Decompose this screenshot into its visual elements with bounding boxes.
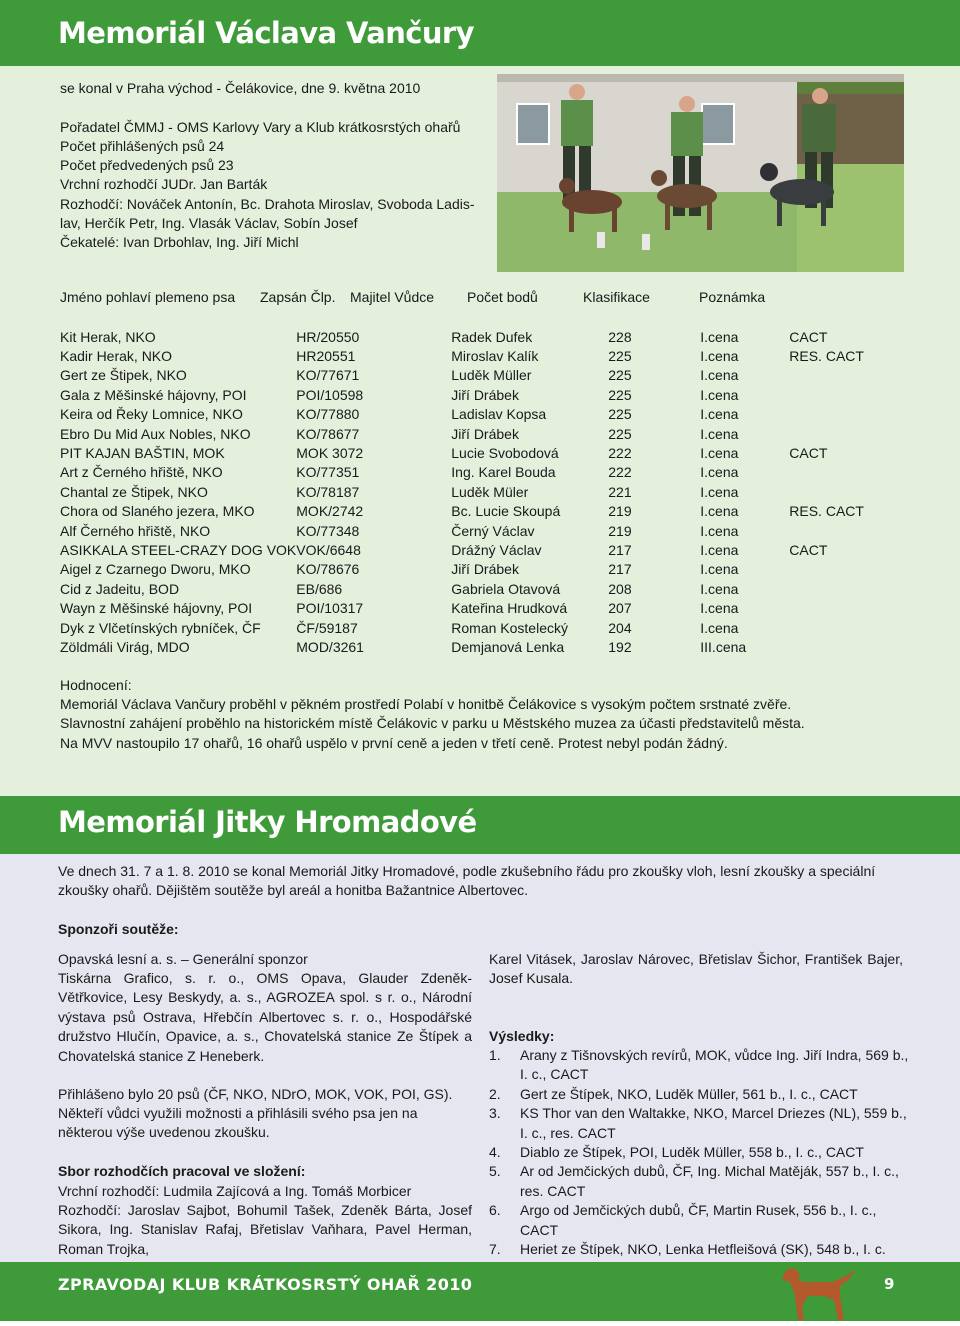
- points-cell: 222: [608, 445, 632, 462]
- col-header-class: Klasifikace: [583, 289, 650, 305]
- sponsors-general: Opavská lesní a. s. – Generální sponzor: [58, 951, 308, 967]
- section1-title: Memoriál Václava Vančury: [58, 16, 474, 50]
- classification-cell: I.cena: [700, 561, 739, 578]
- result-text: KS Thor van den Waltakke, NKO, Marcel Driezes (NL), 559 b., I. c., res. CACT: [520, 1105, 907, 1141]
- result-number: 1.: [489, 1047, 501, 1063]
- registry-number-cell: HR20551: [296, 348, 356, 365]
- points-cell: 208: [608, 580, 632, 597]
- footer: [0, 1262, 960, 1321]
- result-text: Ar od Jemčických dubů, ČF, Ing. Michal Matěják, 557 b., I. c., res. CACT: [520, 1163, 899, 1199]
- owner-cell: Kateřina Hrudková: [451, 600, 568, 617]
- registry-number-cell: KO/78187: [296, 483, 360, 500]
- judges-list-continued: Karel Vitásek, Jaroslav Nárovec, Břetislav Šichor, František Bajer, Josef Kusala.: [489, 951, 903, 987]
- result-item: [489, 1201, 909, 1240]
- note-cell: [789, 521, 909, 540]
- dog-name-cell: Art z Černého hřiště, NKO: [60, 464, 223, 481]
- registry-number-cell: KO/78676: [296, 561, 360, 578]
- classification-cell: I.cena: [700, 348, 739, 365]
- info-line: Pořadatel ČMMJ - OMS Karlovy Vary a Klub krátkosrstých ohařů: [60, 119, 461, 135]
- points-cell: 217: [608, 561, 632, 578]
- note-cell: [789, 560, 909, 579]
- dog-name-cell: Alf Černého hřiště, NKO: [60, 522, 211, 539]
- result-number: 5.: [489, 1163, 501, 1180]
- points-cell: 204: [608, 619, 632, 636]
- result-number: 4.: [489, 1144, 501, 1161]
- table-row: [60, 366, 909, 385]
- classification-cell: I.cena: [700, 483, 739, 500]
- owner-cell: Luděk Müller: [451, 367, 532, 384]
- results-heading: Výsledky:: [489, 1028, 555, 1044]
- classification-cell: I.cena: [700, 522, 739, 539]
- dog-name-cell: Keira od Řeky Lomnice, NKO: [60, 406, 243, 423]
- owner-cell: Luděk Müler: [451, 483, 529, 500]
- info-line: Počet předvedených psů 23: [60, 157, 234, 173]
- owner-cell: Drážný Václav: [451, 541, 542, 558]
- result-text: Heriet ze Štípek, NKO, Lenka Hetfleišová (SK), 548 b., I. c.: [520, 1241, 886, 1258]
- result-item: [489, 1162, 909, 1201]
- note-cell: RES. CACT: [789, 503, 864, 520]
- dog-name-cell: Dyk z Vlčetínských rybníček, ČF: [60, 619, 261, 636]
- registry-number-cell: VOK/6648: [296, 541, 361, 558]
- pointer-dog-icon: [778, 1266, 860, 1326]
- col-header-owner: Majitel Vůdce: [350, 289, 435, 305]
- registry-number-cell: EB/686: [296, 580, 343, 597]
- judges-list: Rozhodčí: Jaroslav Sajbot, Bohumil Tašek, Zdeněk Bárta, Josef Sikora, Ing. Stanislav Rafaj, Břetislav Vaňhara, Pavel Herman, Roman Trojka,: [58, 1202, 472, 1257]
- registry-number-cell: KO/77351: [296, 464, 360, 481]
- registry-number-cell: ČF/59187: [296, 619, 358, 636]
- points-cell: 228: [608, 328, 632, 345]
- footer-title: ZPRAVODAJ KLUB KRÁTKOSRSTÝ OHAŘ 2010: [58, 1275, 473, 1294]
- result-text: Diablo ze Štípek, POI, Luděk Müller, 558 b., I. c., CACT: [520, 1144, 864, 1161]
- note-cell: [789, 385, 909, 404]
- registered-text: Přihlášeno bylo 20 psů (ČF, NKO, NDrO, MOK, VOK, POI, GS).: [58, 1086, 453, 1102]
- evaluation-line: Na MVV nastoupilo 17 ohařů, 16 ohařů uspělo v první ceně a jeden v třetí ceně. Protest nebyl podán žádný.: [60, 735, 728, 751]
- classification-cell: III.cena: [700, 638, 747, 655]
- col-header-name: Jméno pohlaví plemeno psa: [60, 289, 236, 305]
- note-cell: [789, 482, 909, 501]
- table-row: [60, 637, 909, 656]
- dog-name-cell: Chora od Slaného jezera, MKO: [60, 503, 255, 520]
- sponsors-list: Tiskárna Grafico, s. r. o., OMS Opava, Glauder Zdeněk-Větřkovice, Lesy Beskydy, a. s., AGROZEA spol. s r. o., Národní výstava psů Ostrava, Hřebčín Albertovec s. r. o., Hospodářské družstvo Hlučín, Opavice, a. s., Chovatelská stanice Ze Štípek a Chovatelská stanice Z Heneberk.: [58, 970, 472, 1064]
- points-cell: 221: [608, 483, 632, 500]
- classification-cell: I.cena: [700, 425, 739, 442]
- table-row: [60, 618, 909, 637]
- photo-illustration: [497, 74, 904, 272]
- table-row: [60, 540, 909, 559]
- points-cell: 222: [608, 464, 632, 481]
- dog-name-cell: Cid z Jadeitu, BOD: [60, 580, 180, 597]
- result-number: 2.: [489, 1085, 501, 1102]
- dog-name-cell: Wayn z Měšinské hájovny, POI: [60, 600, 253, 617]
- note-cell: [789, 463, 909, 482]
- table-row: [60, 521, 909, 540]
- info-line: lav, Herčík Petr, Ing. Vlasák Václav, Sobín Josef: [60, 215, 358, 231]
- col-header-registry: Zapsán Člp.: [260, 289, 336, 305]
- result-item: [489, 1143, 909, 1162]
- info-line: Počet přihlášených psů 24: [60, 138, 225, 154]
- classification-cell: I.cena: [700, 386, 739, 403]
- registry-number-cell: MOK/2742: [296, 503, 364, 520]
- table-row: [60, 598, 909, 617]
- result-item: [489, 1085, 909, 1104]
- owner-cell: Ladislav Kopsa: [451, 406, 547, 423]
- dog-name-cell: ASIKKALA STEEL-CRAZY DOG VOK: [60, 541, 297, 558]
- registry-number-cell: KO/77880: [296, 406, 360, 423]
- points-cell: 219: [608, 503, 632, 520]
- note-cell: CACT: [789, 445, 828, 462]
- col-header-points: Počet bodů: [467, 289, 538, 305]
- table-row: [60, 424, 909, 443]
- note-cell: [789, 598, 909, 617]
- result-number: 3.: [489, 1105, 501, 1122]
- result-text: Gert ze Štípek, NKO, Luděk Müller, 561 b., I. c., CACT: [520, 1085, 858, 1102]
- owner-cell: Ing. Karel Bouda: [451, 464, 556, 481]
- dogs-photo: [497, 74, 904, 272]
- classification-cell: I.cena: [700, 580, 739, 597]
- registry-number-cell: KO/78677: [296, 425, 360, 442]
- evaluation-line: Slavnostní zahájení proběhlo na historickém místě Čelákovic v parku u Městského muzea za účasti představitelů města.: [60, 715, 805, 731]
- classification-cell: I.cena: [700, 464, 739, 481]
- note-cell: [789, 579, 909, 598]
- note-cell: RES. CACT: [789, 348, 864, 365]
- results-table: [60, 327, 909, 657]
- note-cell: [789, 637, 909, 656]
- table-row: [60, 405, 909, 424]
- owner-cell: Jiří Drábek: [451, 425, 519, 442]
- note-cell: [789, 366, 909, 385]
- dog-name-cell: Ebro Du Mid Aux Nobles, NKO: [60, 425, 251, 442]
- registry-number-cell: KO/77348: [296, 522, 360, 539]
- result-number: 7.: [489, 1241, 501, 1258]
- info-line: Čekatelé: Ivan Drbohlav, Ing. Jiří Michl: [60, 234, 299, 250]
- registry-number-cell: MOK 3072: [296, 445, 364, 462]
- table-row: [60, 502, 909, 521]
- dog-name-cell: Aigel z Czarnego Dworu, MKO: [60, 561, 251, 578]
- col-header-note: Poznámka: [699, 289, 766, 305]
- registry-number-cell: POI/10317: [296, 600, 364, 617]
- note-cell: CACT: [789, 541, 828, 558]
- classification-cell: I.cena: [700, 367, 739, 384]
- evaluation-line: Memoriál Václava Vančury proběhl v pěkném prostředí Polabí v honitbě Čelákovice s vysokým počtem srstnaté zvěře.: [60, 696, 792, 712]
- table-row: [60, 560, 909, 579]
- sponsors-heading: Sponzoři soutěže:: [58, 921, 179, 937]
- points-cell: 219: [608, 522, 632, 539]
- points-cell: 225: [608, 348, 632, 365]
- judges-heading: Sbor rozhodčích pracoval ve složení:: [58, 1163, 306, 1179]
- result-text: Argo od Jemčických dubů, ČF, Martin Rusek, 556 b., I. c., CACT: [520, 1202, 877, 1238]
- note-cell: [789, 405, 909, 424]
- owner-cell: Lucie Svobodová: [451, 445, 559, 462]
- dog-name-cell: Gert ze Štipek, NKO: [60, 367, 187, 384]
- table-row: [60, 463, 909, 482]
- owner-cell: Jiří Drábek: [451, 386, 519, 403]
- registered-text-2: Někteří vůdci využili možnosti a přihlásili svého psa jen na některou výše uvedenou zkoušku.: [58, 1105, 418, 1141]
- owner-cell: Bc. Lucie Skoupá: [451, 503, 561, 520]
- dog-name-cell: Zöldmáli Virág, MDO: [60, 638, 190, 655]
- owner-cell: Demjanová Lenka: [451, 638, 565, 655]
- owner-cell: Roman Kostelecký: [451, 619, 568, 636]
- owner-cell: Černý Václav: [451, 522, 535, 539]
- dog-name-cell: PIT KAJAN BAŠTIN, MOK: [60, 445, 225, 462]
- results-list: [489, 1046, 909, 1259]
- classification-cell: I.cena: [700, 541, 739, 558]
- judges-chief: Vrchní rozhodčí: Ludmila Zajícová a Ing. Tomáš Morbicer: [58, 1183, 412, 1199]
- registry-number-cell: POI/10598: [296, 386, 364, 403]
- table-row: [60, 346, 909, 365]
- result-item: [489, 1046, 909, 1085]
- evaluation-heading: Hodnocení:: [60, 677, 132, 693]
- section1-title-band: [0, 0, 960, 66]
- registry-number-cell: HR/20550: [296, 328, 360, 345]
- classification-cell: I.cena: [700, 619, 739, 636]
- points-cell: 225: [608, 367, 632, 384]
- owner-cell: Gabriela Otavová: [451, 580, 561, 597]
- note-cell: [789, 618, 909, 637]
- info-line: Vrchní rozhodčí JUDr. Jan Barták: [60, 176, 268, 192]
- owner-cell: Miroslav Kalík: [451, 348, 539, 365]
- owner-cell: Jiří Drábek: [451, 561, 519, 578]
- classification-cell: I.cena: [700, 600, 739, 617]
- dog-name-cell: Kadir Herak, NKO: [60, 348, 173, 365]
- classification-cell: I.cena: [700, 406, 739, 423]
- classification-cell: I.cena: [700, 445, 739, 462]
- points-cell: 207: [608, 600, 632, 617]
- section1-intro: se konal v Praha východ - Čelákovice, dne 9. května 2010: [60, 80, 421, 96]
- result-text: Arany z Tišnovských revírů, MOK, vůdce Ing. Jiří Indra, 569 b., I. c., CACT: [520, 1047, 909, 1083]
- table-row: [60, 385, 909, 404]
- dog-name-cell: Kit Herak, NKO: [60, 328, 156, 345]
- owner-cell: Radek Dufek: [451, 328, 533, 345]
- table-row: [60, 443, 909, 462]
- result-item: [489, 1104, 909, 1143]
- points-cell: 225: [608, 386, 632, 403]
- note-cell: [789, 424, 909, 443]
- section2-intro: Ve dnech 31. 7 a 1. 8. 2010 se konal Memoriál Jitky Hromadové, podle zkušebního řádu pro zkoušky vloh, lesní zkoušky a speciální zkoušky ohařů. Dějištěm soutěže byl areál a honitba Bažantnice Albertovec.: [58, 863, 876, 899]
- note-cell: CACT: [789, 328, 828, 345]
- dog-name-cell: Chantal ze Štipek, NKO: [60, 483, 208, 500]
- registry-number-cell: KO/77671: [296, 367, 360, 384]
- table-row: [60, 327, 909, 346]
- section2-title: Memoriál Jitky Hromadové: [58, 805, 477, 839]
- classification-cell: I.cena: [700, 503, 739, 520]
- registry-number-cell: MOD/3261: [296, 638, 364, 655]
- dog-name-cell: Gala z Měšinské hájovny, POI: [60, 386, 247, 403]
- section2-title-band: [0, 796, 960, 854]
- points-cell: 225: [608, 425, 632, 442]
- table-row: [60, 482, 909, 501]
- table-row: [60, 579, 909, 598]
- result-number: 6.: [489, 1202, 501, 1219]
- info-line: Rozhodčí: Nováček Antonín, Bc. Drahota Miroslav, Svoboda Ladis-: [60, 196, 475, 212]
- page-number: 9: [884, 1275, 895, 1293]
- result-item: [489, 1240, 909, 1259]
- points-cell: 217: [608, 541, 632, 558]
- classification-cell: I.cena: [700, 328, 739, 345]
- points-cell: 225: [608, 406, 632, 423]
- points-cell: 192: [608, 638, 632, 655]
